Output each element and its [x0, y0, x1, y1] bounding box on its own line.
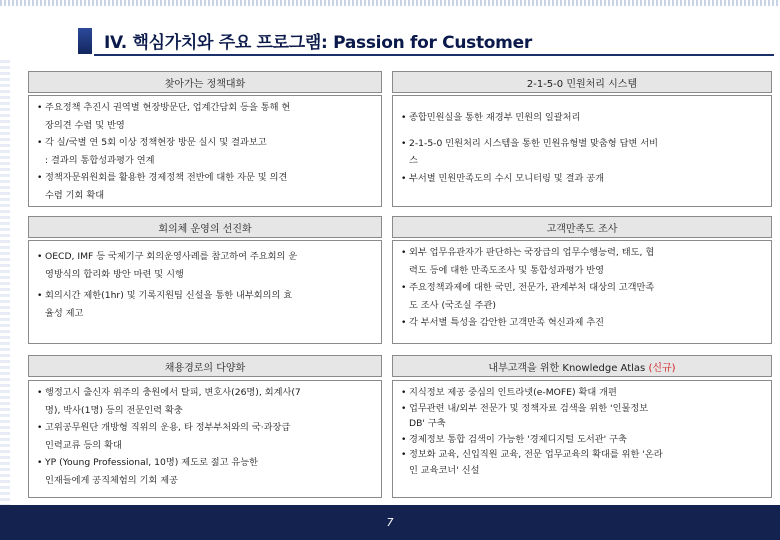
list-item-continuation: 명), 박사(1명) 등의 전문인력 확충 [45, 404, 183, 416]
list-item-continuation: DB' 구축 [409, 418, 446, 429]
list-item: • 고위공무원단 개방형 직위의 운용, 타 정부부처와의 국·과장급 [37, 420, 373, 436]
title-accent-block [78, 28, 92, 54]
list-item: • 행정고시 출신자 위주의 충원에서 탈피, 변호사(26명), 회계사(7 [37, 385, 373, 401]
list-item: • 지식정보 제공 중심의 인트라넷(e-MOFE) 확대 개편 [401, 385, 763, 401]
bullet: • [37, 102, 43, 113]
list-item: • 업무관련 내/외부 전문가 및 정책자료 검색을 위한 '인물정보 [401, 401, 763, 417]
list-item-continuation: : 결과의 통합성과평가 연계 [45, 154, 155, 166]
bullet: • [401, 449, 407, 460]
list-item: • OECD, IMF 등 국제기구 회의운영사례를 참고하여 주요회의 운 [37, 249, 373, 265]
list-item: • 경제정보 통합 검색이 가능한 '경제디지털 도서관' 구축 [401, 432, 763, 448]
section-body-recruitment-diversification [28, 380, 382, 498]
list-item-continuation: 력도 등에 대한 만족도조사 및 통합성과평가 반영 [409, 264, 605, 276]
list-item: • 각 실/국별 연 5회 이상 정책현장 방문 실시 및 결과보고 [37, 135, 373, 151]
list-item: • 정책자문위원회를 활용한 경제정책 전반에 대한 자문 및 의견 [37, 170, 373, 186]
bullet: • [401, 282, 407, 293]
left-decorative-strip [0, 60, 10, 530]
list-item: • 2-1-5-0 민원처리 시스템을 통한 민원유형별 맞춤형 답변 서비 [401, 136, 763, 152]
section-header-policy-dialogue: 찾아가는 정책대화 [28, 71, 382, 93]
list-item: • 부서별 민원만족도의 수시 모니터링 및 결과 공개 [401, 171, 763, 187]
section-header-meeting-advancement: 회의체 운영의 선진화 [28, 216, 382, 238]
list-item: • 회의시간 제한(1hr) 및 기록지원팀 신설을 통한 내부회의의 효 [37, 288, 373, 304]
bullet: • [37, 457, 43, 468]
page-title: IV. 핵심가치와 주요 프로그램: Passion for Customer [104, 33, 532, 53]
section-header-recruitment-diversification: 채용경로의 다양화 [28, 355, 382, 377]
list-item: • 정보화 교육, 신입직원 교육, 전문 업무교육의 확대를 위한 '온라 [401, 447, 763, 463]
bullet: • [401, 402, 407, 414]
bullet: • [401, 112, 407, 123]
list-item-continuation: 영방식의 합리화 방안 마련 및 시행 [45, 268, 184, 280]
list-item: • YP (Young Professional, 10명) 제도로 젊고 유능한 [37, 455, 373, 471]
list-item-continuation: 인력교류 등의 확대 [45, 439, 122, 451]
section-body-policy-dialogue [28, 95, 382, 207]
section-header-civil-complaint-system: 2-1-5-0 민원처리 시스템 [392, 71, 772, 93]
bullet: • [37, 422, 43, 433]
bullet: • [401, 137, 407, 149]
bullet: • [37, 251, 43, 262]
bullet: • [401, 172, 407, 184]
top-decorative-strip [0, 0, 780, 6]
section-body-meeting-advancement [28, 240, 382, 344]
bullet: • [37, 387, 43, 398]
bullet: • [401, 387, 407, 398]
list-item: • 주요정책과제에 대한 국민, 전문가, 관계부처 대상의 고객만족 [401, 280, 763, 296]
bullet: • [37, 290, 43, 301]
new-badge: (신규) [648, 362, 676, 374]
section-body-civil-complaint-system [392, 95, 772, 207]
list-item-continuation: 수렴 기회 확대 [45, 189, 105, 201]
bullet: • [401, 247, 407, 258]
list-item-continuation: 장의견 수렴 및 반영 [45, 119, 125, 131]
section-header-knowledge-atlas [392, 355, 772, 377]
section-body-knowledge-atlas [392, 380, 772, 498]
bullet: • [401, 317, 407, 328]
page-number: 7 [386, 516, 394, 529]
list-item: • 외부 업무유관자가 판단하는 국장급의 업무수행능력, 태도, 협 [401, 245, 763, 261]
section-header-label: 내부고객을 위한 Knowledge Atlas [488, 362, 646, 374]
list-item-continuation: 스 [409, 155, 418, 166]
list-item-continuation: 인 교육코너' 신설 [409, 464, 480, 476]
list-item-continuation: 인재들에게 공직체험의 기회 제공 [45, 474, 179, 486]
section-header-customer-satisfaction-survey: 고객만족도 조사 [392, 216, 772, 238]
list-item-continuation: 도 조사 (국조실 주관) [409, 299, 496, 311]
list-item-continuation: 율성 제고 [45, 307, 84, 319]
bullet: • [401, 433, 407, 445]
list-item: • 각 부서별 특성을 감안한 고객만족 혁신과제 추진 [401, 315, 763, 331]
list-item: • 종합민원실을 통한 재경부 민원의 일괄처리 [401, 110, 763, 126]
section-body-customer-satisfaction-survey [392, 240, 772, 344]
list-item: • 주요정책 추진시 권역별 현장방문단, 업계간담회 등을 통해 현 [37, 100, 373, 116]
bullet: • [37, 172, 43, 183]
bullet: • [37, 137, 43, 148]
